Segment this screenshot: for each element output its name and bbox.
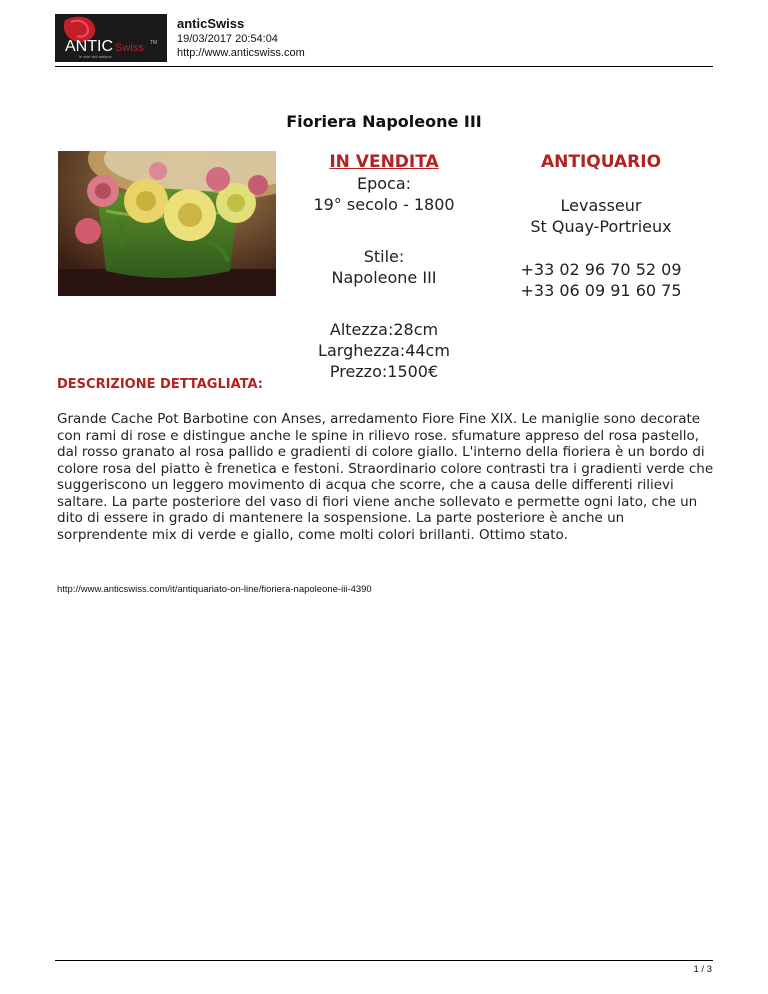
dealer-name: Levasseur: [560, 196, 642, 215]
page-title: Fioriera Napoleone III: [286, 112, 482, 131]
svg-text:TM: TM: [150, 40, 158, 46]
item-url-link[interactable]: http://www.anticswiss.com/it/antiquariato-on-line/fioriera-napoleone-iii-4390: [57, 584, 372, 595]
site-name: anticSwiss: [177, 16, 245, 31]
product-photo: [58, 151, 276, 296]
epoch-value: 19° secolo - 1800: [313, 195, 455, 214]
description-text: Grande Cache Pot Barbotine con Anses, arredamento Fiore Fine XIX. Le maniglie sono decorate con rami di rose e distingue anche le spine in rilievo rose. sfumature appreso del rosa pastello, dal rosso granato al rosa pallido e gradienti di colore giallo. L'interno della fioriera è un bordo di colore rosa del piatto è frenetica e festoni. Straordinario colore contrasti tra i gradienti verde che suggeriscono un leggero movimento di acqua che scorre, che a causa delle differenti rilievi saltare. La parte posteriore del vaso di fiori viene anche sollevato e permette ogni lato, che un dito di essere in grado di mantenere la sospensione. La parte posteriore è anche un sorprendente mix di verde e giallo, come molti colori brillanti. Ottimo stato.: [57, 411, 714, 543]
header-divider: [55, 66, 713, 67]
style-label: Stile:: [363, 247, 405, 266]
anticswiss-logo[interactable]: [55, 14, 167, 62]
price-value: Prezzo:1500€: [329, 362, 439, 381]
page-number: 1 / 3: [693, 964, 712, 975]
dealer-heading: ANTIQUARIO: [540, 152, 662, 172]
svg-text:Swiss: Swiss: [115, 42, 144, 54]
width-value: Larghezza:44cm: [318, 341, 450, 360]
item-details: [284, 152, 484, 382]
svg-text:ANTIC: ANTIC: [65, 38, 113, 55]
dealer-phone-1: +33 02 96 70 52 09: [520, 260, 682, 279]
svg-text:le arte dell antique: le arte dell antique: [79, 54, 112, 59]
epoch-label: Epoca:: [356, 174, 412, 193]
height-value: Altezza:28cm: [329, 320, 439, 339]
flower-planter-photo-icon: [58, 151, 276, 296]
site-url-link[interactable]: http://www.anticswiss.com: [177, 47, 305, 59]
print-datetime: 19/03/2017 20:54:04: [177, 33, 278, 45]
dealer-details: [488, 152, 714, 301]
dealer-city: St Quay-Portrieux: [530, 217, 672, 236]
dealer-phone-2: +33 06 09 91 60 75: [520, 281, 682, 300]
footer-divider: [55, 960, 713, 961]
style-value: Napoleone III: [331, 268, 437, 287]
header-info: [177, 16, 305, 60]
sale-status[interactable]: IN VENDITA: [329, 152, 439, 172]
logo-graphic: [55, 14, 167, 62]
description-heading: DESCRIZIONE DETTAGLIATA:: [57, 377, 263, 392]
